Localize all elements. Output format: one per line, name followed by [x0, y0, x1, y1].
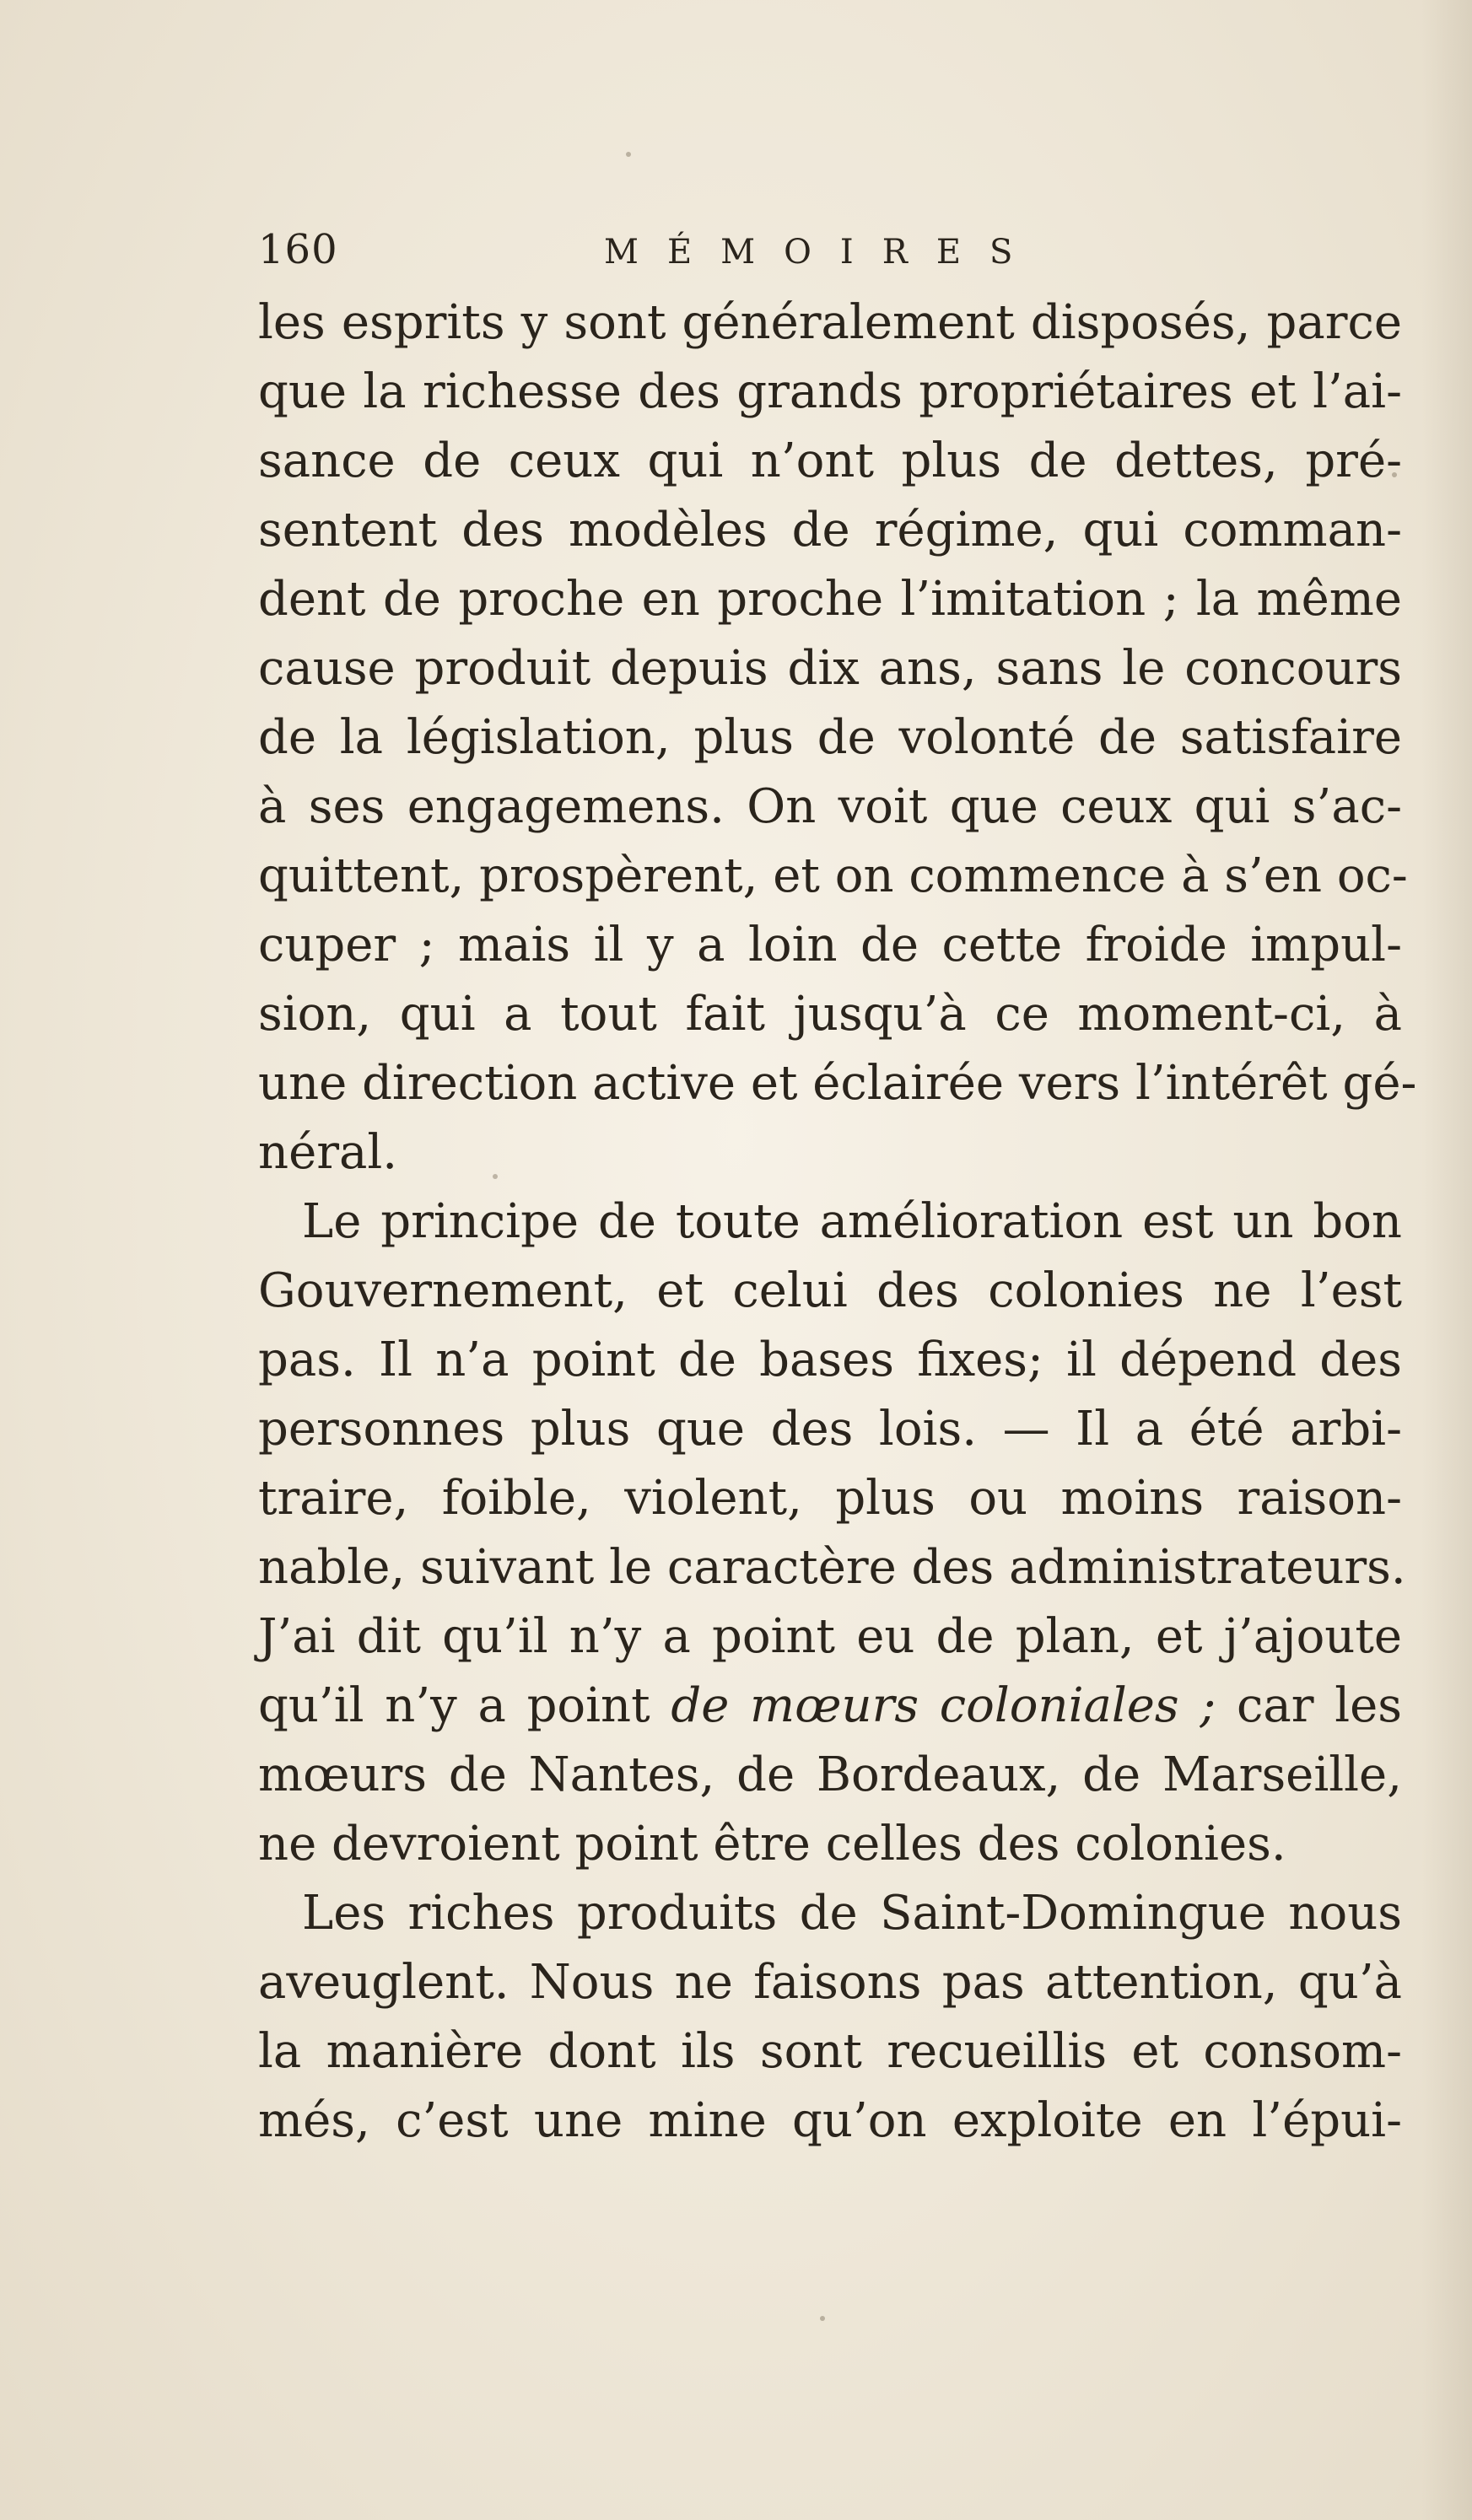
- text-line: traire, foible, violent, plus ou moins raison-: [258, 1471, 1402, 1526]
- text-block: [258, 226, 1417, 2156]
- italic-phrase: de mœurs coloniales ;: [671, 1678, 1216, 1733]
- text-line: ne devroient point être celles des colonies.: [258, 1817, 1286, 1871]
- page-number: 160: [258, 226, 338, 273]
- paper-speck: [820, 2316, 825, 2321]
- text-line: aveuglent. Nous ne faisons pas attention, qu’à: [258, 1955, 1402, 2010]
- text-line: les esprits y sont généralement disposés, parce: [258, 295, 1402, 350]
- text-line: nable, suivant le caractère des administrateurs.: [258, 1540, 1406, 1595]
- text-line: sance de ceux qui n’ont plus de dettes, pré-: [258, 433, 1402, 488]
- page-edge-shadow: [1421, 0, 1472, 2520]
- text-line: Gouvernement, et celui des colonies ne l’est: [258, 1263, 1402, 1318]
- text-line: sentent des modèles de régime, qui comman-: [258, 503, 1402, 557]
- text-line: cause produit depuis dix ans, sans le concours: [258, 641, 1402, 696]
- paragraph-2: [258, 1187, 1406, 1879]
- running-head: [258, 226, 1402, 288]
- text-line: que la richesse des grands propriétaires et l’ai-: [258, 364, 1402, 419]
- text-line: à ses engagemens. On voit que ceux qui s’ac-: [258, 779, 1402, 834]
- text-line: néral.: [258, 1125, 398, 1180]
- text-line: la manière dont ils sont recueillis et consom-: [258, 2024, 1402, 2079]
- text-line: pas. Il n’a point de bases fixes; il dépend des: [258, 1333, 1402, 1387]
- text-line: mœurs de Nantes, de Bordeaux, de Marseille,: [258, 1747, 1402, 1802]
- running-title: MÉMOIRES: [604, 233, 1042, 272]
- text-line: Les riches produits de Saint-Domingue nous: [302, 1886, 1402, 1941]
- text-line: dent de proche en proche l’imitation ; la même: [258, 572, 1402, 627]
- paragraph-1: [258, 288, 1417, 1187]
- text-segment: qu’il n’y a point: [258, 1678, 671, 1733]
- text-line: cuper ; mais il y a loin de cette froide impul-: [258, 918, 1402, 972]
- text-line: quittent, prospèrent, et on commence à s’en oc-: [258, 848, 1408, 903]
- text-line: Le principe de toute amélioration est un bon: [302, 1194, 1402, 1249]
- text-line: personnes plus que des lois. — Il a été arbi-: [258, 1402, 1402, 1457]
- text-line: J’ai dit qu’il n’y a point eu de plan, et j’ajoute: [258, 1609, 1402, 1664]
- text-line: de la législation, plus de volonté de satisfaire: [258, 710, 1402, 765]
- text-line-with-italic: [258, 1672, 1402, 1741]
- text-line: més, c’est une mine qu’on exploite en l’épui-: [258, 2093, 1402, 2148]
- paper-speck: [626, 152, 631, 157]
- paragraph-3: [258, 1879, 1402, 2156]
- text-line: sion, qui a tout fait jusqu’à ce moment-ci, à: [258, 987, 1402, 1042]
- text-line: une direction active et éclairée vers l’intérêt gé-: [258, 1056, 1417, 1111]
- text-segment: car les: [1216, 1678, 1402, 1733]
